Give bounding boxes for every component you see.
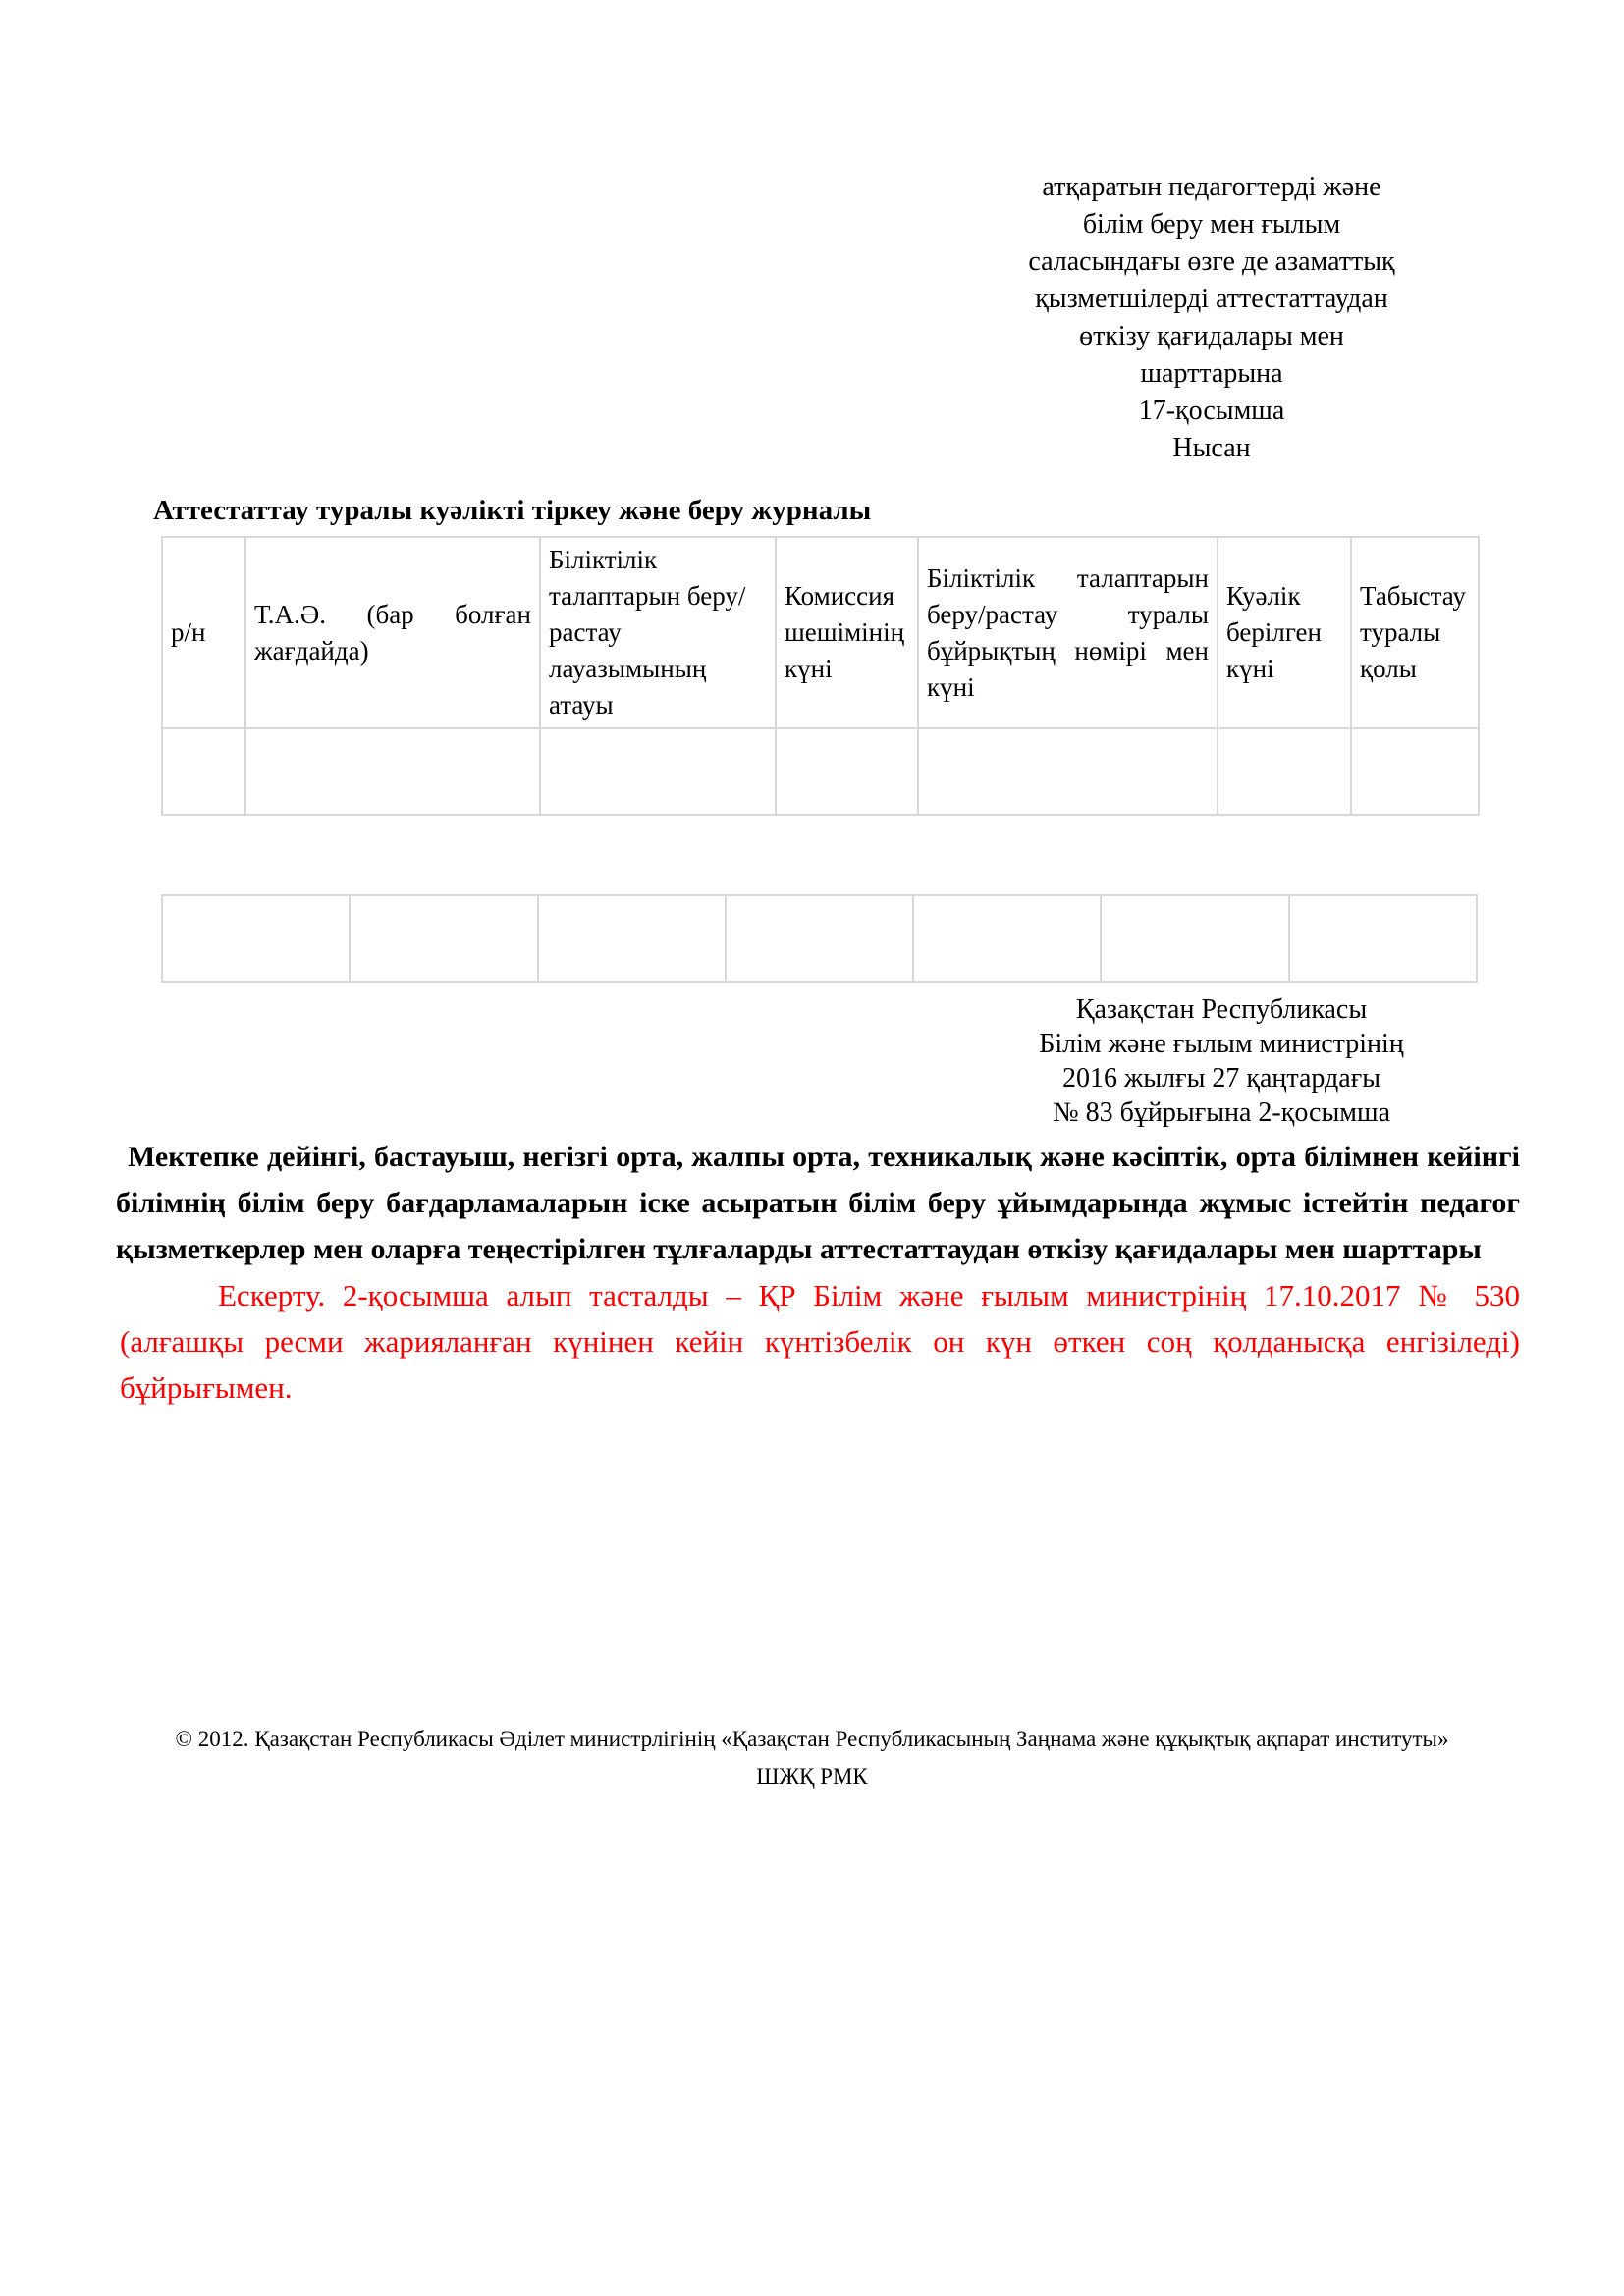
- col-header-position-name: Біліктілік талаптарын беру/растау лауазымының атауы: [540, 537, 776, 728]
- appendix-ref-line: өткізу қағидалары мен: [1079, 321, 1344, 351]
- blank-cell: [538, 895, 726, 982]
- ministry-order-line: Білім және ғылым министрінің: [1039, 1029, 1404, 1059]
- blank-cell: [350, 895, 537, 982]
- col-header-certificate-issue-date: Куәлік берілген күні: [1218, 537, 1351, 728]
- appendix-ref-line: шарттарына: [1140, 358, 1283, 389]
- register-table-header-row: [162, 537, 1479, 728]
- appendix-ref-line: қызметшілерді аттестаттаудан: [1035, 284, 1388, 314]
- appendix-ref-line: 17-қосымша: [1138, 396, 1285, 426]
- ministry-order-line: Қазақстан Республикасы: [1075, 994, 1368, 1025]
- register-empty-cell: [1351, 728, 1479, 815]
- blank-cell: [1101, 895, 1288, 982]
- blank-table-row: [162, 895, 1477, 982]
- certificate-register-table: [161, 536, 1480, 816]
- col-header-row-number: р/н: [162, 537, 245, 728]
- appendix-ref-line: атқаратын педагогтерді және: [1042, 172, 1381, 202]
- col-header-order-number-date: Біліктілік талаптарын беру/растау туралы бұйрықтың нөмірі мен күні: [918, 537, 1218, 728]
- register-empty-cell: [918, 728, 1218, 815]
- register-empty-cell: [162, 728, 245, 815]
- col-header-handover-signature: Табыстау туралы қолы: [1351, 537, 1479, 728]
- register-empty-cell: [245, 728, 540, 815]
- col-header-full-name: Т.А.Ә. (бар болған жағдайда): [245, 537, 540, 728]
- appendix-reference-note: [947, 169, 1477, 467]
- blank-continuation-table: [161, 894, 1478, 983]
- register-table-empty-row: [162, 728, 1479, 815]
- blank-cell: [162, 895, 350, 982]
- register-empty-cell: [540, 728, 776, 815]
- appendix-ref-line: саласындағы өзге де азаматтық: [1028, 246, 1395, 277]
- col-header-commission-decision-date: Комиссия шешімінің күні: [776, 537, 918, 728]
- blank-cell: [1289, 895, 1477, 982]
- register-empty-cell: [776, 728, 918, 815]
- appendix-ref-line: Нысан: [1172, 433, 1251, 463]
- ministry-order-line: 2016 жылғы 27 қаңтардағы: [1061, 1063, 1381, 1094]
- appendix-ref-line: білім беру мен ғылым: [1082, 209, 1341, 240]
- blank-cell: [726, 895, 913, 982]
- ministry-order-line: № 83 бұйрығына 2-қосымша: [1052, 1097, 1391, 1128]
- copyright-footer: © 2012. Қазақстан Республикасы Әділет министрлігінің «Қазақстан Республикасының Заңнама және құқықтық ақпарат институты» ШЖҚ РМК: [175, 1727, 1449, 1789]
- ministry-order-note: [956, 992, 1487, 1130]
- register-empty-cell: [1218, 728, 1351, 815]
- document-page: [0, 169, 1624, 2296]
- rules-heading: Мектепке дейінгі, бастауыш, негізгі орта, жалпы орта, техникалық және кәсіптік, орта білімнен кейінгі білімнің білім беру бағдарламаларын іске асыратын білім беру ұйымдарында жұмыс істейтін педагог қызметкерлер мен оларға теңестірілген тұлғаларды аттестаттаудан өткізу қағидалары мен шарттары: [116, 1141, 1520, 1265]
- blank-cell: [913, 895, 1101, 982]
- journal-title: Аттестаттау туралы куәлікті тіркеу және беру журналы: [153, 495, 872, 526]
- removal-note: Ескерту. 2-қосымша алып тасталды – ҚР Білім және ғылым министрінің 17.10.2017 № 530 (алғашқы ресми жарияланған күнінен кейін күнтізбелік он күн өткен соң қолданысқа енгізіледі) бұйрығымен.: [120, 1278, 1520, 1405]
